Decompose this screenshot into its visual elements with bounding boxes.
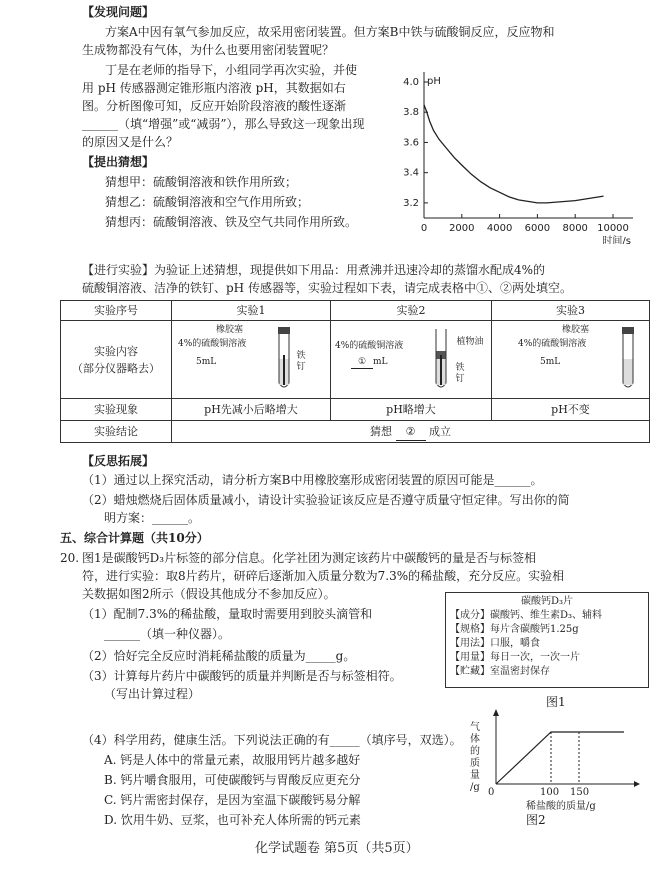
discover-heading: 【发现问题】 <box>82 5 155 19</box>
para2-line: 图。分析图像可知，反应开始阶段溶液的酸性逐渐 <box>82 99 347 113</box>
q20-sub2: （2）恰好完全反应时消耗稀盐酸的质量为_____g。 <box>82 649 356 663</box>
y-tick-label: 3.8 <box>403 107 419 119</box>
fig2-ylabel-char: 气 <box>470 722 480 733</box>
content-label-note: （部分仪器略去） <box>72 361 160 375</box>
y-tick-label: 4.0 <box>403 77 419 88</box>
y-tick-label: 3.2 <box>403 197 419 209</box>
hypothesis-item: 猜想乙：硫酸铜溶液和空气作用所致； <box>105 195 310 209</box>
exp1-volume-label: 5mL <box>196 357 217 367</box>
conclusion-label: 实验结论 <box>61 421 172 443</box>
content-label: 实验内容 <box>94 344 138 358</box>
phenomenon-cell: pH先减小后略增大 <box>172 399 331 421</box>
conclusion-post: 成立 <box>429 424 451 438</box>
reflect-heading: 【反思拓展】 <box>82 454 155 468</box>
fig2-caption: 图2 <box>526 813 546 827</box>
y-tick-label: 3.4 <box>403 167 419 179</box>
x-tick-label: 2000 <box>449 223 475 234</box>
fig2-line <box>496 732 624 784</box>
conclusion-cell <box>172 421 650 443</box>
exp3-stopper-label: 橡胶塞 <box>562 325 590 335</box>
content-label-cell <box>61 321 172 399</box>
blank-1[interactable]: ① <box>351 357 373 369</box>
table-header: 实验3 <box>492 301 650 321</box>
fig2-ylabel-char: 的 <box>470 746 480 757</box>
exp2-cell <box>331 321 492 399</box>
card-line: 【贮藏】室温密封保存 <box>450 666 550 677</box>
option-a[interactable]: A. 钙是人体中的常量元素，故服用钙片越多越好 <box>104 753 361 767</box>
x-tick-label: 10000 <box>597 223 629 234</box>
phenomenon-cell: pH略增大 <box>331 399 492 421</box>
fig2-ylabel <box>470 722 482 794</box>
para2-line: ______（填“增强”或“减弱”），那么导致这一现象出现 <box>82 117 365 131</box>
q20-line: 关数据如图2所示（假设其他成分不参加反应）。 <box>82 587 336 601</box>
reflect-q1: （1）通过以上探究活动，请分析方案B中用橡胶塞形成密闭装置的原因可能是______。 <box>82 473 543 487</box>
exp3-solution-label: 4%的硫酸铜溶液 <box>518 339 587 349</box>
x-tick-label: 0 <box>420 223 428 234</box>
conclusion-pre: 猜想 <box>370 424 392 438</box>
card-line: 【规格】每片含碳酸钙1.25g <box>450 624 579 635</box>
section-title: 五、综合计算题（共10分） <box>60 531 209 545</box>
drug-label-card <box>445 592 649 688</box>
para2-line: 用 pH 传感器测定锥形瓶内溶液 pH，其数据如右 <box>82 81 346 95</box>
exp1-nail-label: 铁钉 <box>296 351 306 372</box>
option-b[interactable]: B. 钙片嚼食服用，可使碳酸钙与胃酸反应更充分 <box>104 773 361 787</box>
experiment-line1: 【进行实验】为验证上述猜想，现提供如下用品：用煮沸并迅速冷却的蒸馏水配成4%的 <box>82 263 546 277</box>
fig2-tick: 0 <box>488 787 495 798</box>
option-c[interactable]: C. 钙片需密封保存，是因为室温下碳酸钙易分解 <box>104 793 361 807</box>
fig2-tick: 100 <box>540 787 560 798</box>
fig2-ylabel-char: 量 <box>470 770 480 781</box>
fig2-ylabel-char: /g <box>470 782 480 793</box>
exp2-oil-label: 植物油 <box>456 337 484 347</box>
q20-sub3-line1: （3）计算每片药片中碳酸钙的质量并判断是否与标签相符。 <box>82 669 402 683</box>
fig2-ylabel-char: 质 <box>470 758 480 769</box>
fig2-ylabel-char: 体 <box>470 734 480 745</box>
para1-line2: 生成物都没有气体，为什么也要用密闭装置呢？ <box>82 43 335 57</box>
hypothesis-item: 猜想甲：硫酸铜溶液和铁作用所致； <box>105 175 298 189</box>
q20-line: 图1是碳酸钙D₃片标签的部分信息。化学社团为测定该药片中碳酸钙的量是否与标签相 <box>82 551 537 565</box>
phenomenon-cell: pH不变 <box>492 399 650 421</box>
ph-curve <box>424 105 604 203</box>
card-line: 【用量】每日一次，一次一片 <box>450 652 580 663</box>
q20-line: 符，进行实验：取8片药片，研碎后逐渐加入质量分数为7.3%的稀盐酸，充分反应。实验相 <box>82 569 565 583</box>
exp1-stopper-label: 橡胶塞 <box>216 325 244 335</box>
q20-number: 20. <box>60 551 80 565</box>
test-tube-icon <box>272 325 296 393</box>
x-tick-label: 8000 <box>562 223 588 234</box>
test-tube-icon <box>429 325 453 393</box>
reflect-q2-line1: （2）蜡烛燃烧后固体质量减小，请设计实验验证该反应是否遵守质量守恒定律。写出你的简 <box>82 493 570 507</box>
fig2-y-arrow <box>493 709 499 716</box>
exp3-cell <box>492 321 650 399</box>
phenomenon-label: 实验现象 <box>61 399 172 421</box>
experiment-line2: 硫酸铜溶液、洁净的铁钉、pH 传感器等，实验过程如下表，请完成表格中①、②两处填空。 <box>82 281 572 295</box>
q20-sub4: （4）科学用药，健康生活。下列说法正确的有_____（填序号，双选）。 <box>82 733 462 747</box>
q20-sub3-line2: （写出计算过程） <box>104 687 201 701</box>
table-header: 实验2 <box>331 301 492 321</box>
card-line: 【成分】碳酸钙、维生素D₃、辅料 <box>450 610 603 621</box>
exp2-solution-label: 4%的硫酸铜溶液 <box>335 341 404 351</box>
reflect-q2-line2: 明方案：______。 <box>104 511 201 525</box>
q20-sub1-line1: （1）配制7.3%的稀盐酸，量取时需要用到胶头滴管和 <box>82 607 373 621</box>
table-header: 实验1 <box>172 301 331 321</box>
x-axis-label: 时间/s <box>602 236 631 244</box>
exp2-blank-line <box>351 357 388 369</box>
blank-2[interactable]: ② <box>396 423 426 441</box>
hypothesis-heading: 【提出猜想】 <box>82 155 155 169</box>
card-line: 【用法】口服，嚼食 <box>450 638 540 649</box>
para2-line: 的原因又是什么？ <box>82 135 179 149</box>
exp2-unit: mL <box>373 357 388 367</box>
q20-sub1-line2: ______（填一种仪器）。 <box>104 627 231 641</box>
experiment-table <box>60 300 650 443</box>
fig2-tick: 150 <box>570 787 590 798</box>
fig2-graph <box>484 708 644 798</box>
x-tick-label: 6000 <box>524 223 551 234</box>
test-tube-icon <box>616 325 640 393</box>
page-footer: 化学试题卷 第5页（共5页） <box>255 841 419 856</box>
fig2-xlabel: 稀盐酸的质量/g <box>526 801 596 812</box>
para2-line: 丁是在老师的指导下，小组同学再次实验，并使 <box>105 63 358 77</box>
option-d[interactable]: D. 饮用牛奶、豆浆，也可补充人体所需的钙元素 <box>104 813 361 827</box>
exp1-solution-label: 4%的硫酸铜溶液 <box>178 339 247 349</box>
card-title: 碳酸钙D₃片 <box>520 596 574 607</box>
hypothesis-item: 猜想丙：硫酸铜溶液、铁及空气共同作用所致。 <box>105 215 358 229</box>
ph-chart <box>388 68 648 244</box>
exp2-nail-label: 铁钉 <box>455 363 465 384</box>
exp3-volume-label: 5mL <box>540 357 561 367</box>
x-tick-label: 4000 <box>486 223 513 234</box>
exp1-cell <box>172 321 331 399</box>
y-tick-label: 3.6 <box>403 137 419 149</box>
y-axis-label: pH <box>427 76 441 87</box>
table-header: 实验序号 <box>61 301 172 321</box>
fig2-x-arrow <box>634 781 640 787</box>
para1-line1: 方案A中因有氧气参加反应，故采用密闭装置。但方案B中铁与硫酸铜反应，反应物和 <box>105 25 555 39</box>
fig1-caption: 图1 <box>546 695 566 709</box>
